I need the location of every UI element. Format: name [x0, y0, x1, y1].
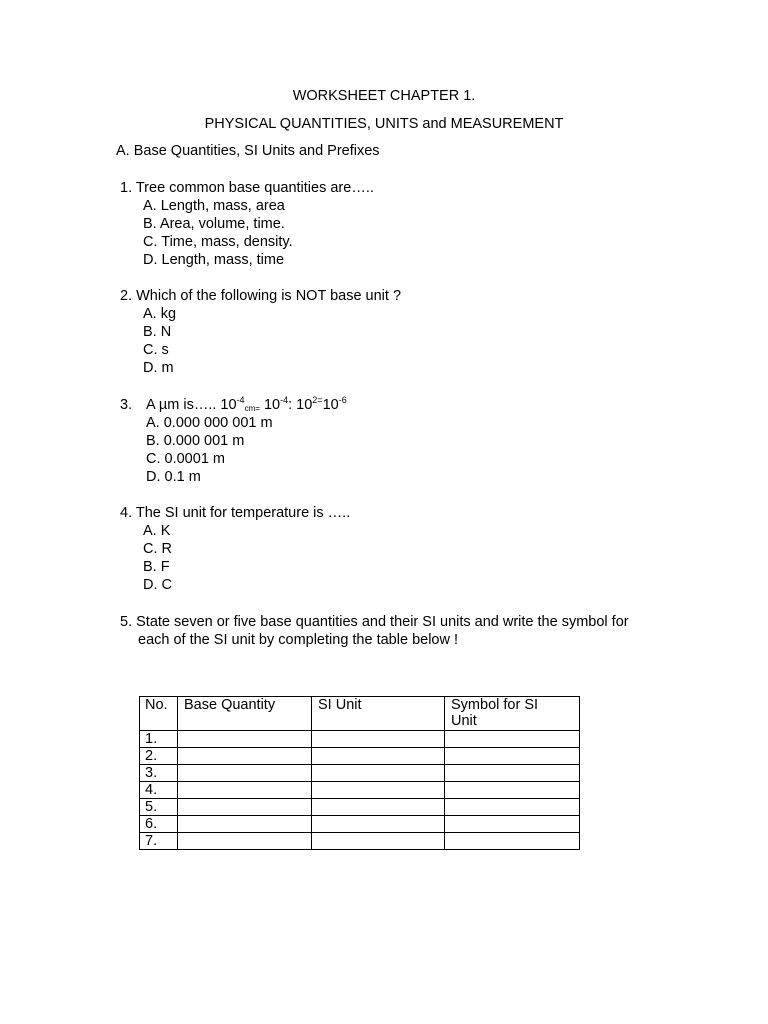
si-unit-cell[interactable]: [312, 731, 445, 748]
question-text-line-2: each of the SI unit by completing the table below !: [138, 632, 459, 648]
symbol-cell[interactable]: [445, 731, 580, 748]
base-quantity-cell[interactable]: [178, 799, 312, 816]
question-text: 2. Which of the following is NOT base unit ?: [120, 288, 402, 304]
option-a: A. kg: [143, 306, 177, 322]
question-part: : 10: [288, 397, 313, 413]
exponent: -4: [236, 395, 245, 405]
question-text-line-1: 5. State seven or five base quantities and their SI units and write the symbol for: [120, 614, 629, 630]
row-number: 1.: [140, 731, 178, 748]
symbol-cell[interactable]: [445, 799, 580, 816]
table-row: [140, 731, 580, 748]
option-b: B. Area, volume, time.: [143, 216, 285, 232]
question-number: 3.: [120, 397, 133, 413]
base-quantity-cell[interactable]: [178, 782, 312, 799]
table-header-row: [140, 697, 580, 731]
table-row: [140, 748, 580, 765]
option-c: C. 0.0001 m: [146, 451, 225, 467]
symbol-cell[interactable]: [445, 833, 580, 850]
option-1: A. K: [143, 523, 171, 539]
table-row: [140, 833, 580, 850]
base-quantity-cell[interactable]: [178, 731, 312, 748]
option-a: A. Length, mass, area: [143, 198, 285, 214]
header-si-unit: SI Unit: [312, 697, 445, 731]
base-quantity-cell[interactable]: [178, 748, 312, 765]
question-text: 4. The SI unit for temperature is …..: [120, 505, 351, 521]
si-unit-cell[interactable]: [312, 765, 445, 782]
option-d: D. Length, mass, time: [143, 252, 285, 268]
base-quantity-cell[interactable]: [178, 765, 312, 782]
row-number: 5.: [140, 799, 178, 816]
header-base-quantity: Base Quantity: [178, 697, 312, 731]
si-unit-cell[interactable]: [312, 799, 445, 816]
exponent: -6: [338, 395, 347, 405]
table-row: [140, 799, 580, 816]
symbol-cell[interactable]: [445, 765, 580, 782]
unit-subscript: cm=: [244, 404, 260, 413]
exponent: 2=: [312, 395, 323, 405]
option-d: D. 0.1 m: [146, 469, 201, 485]
si-unit-cell[interactable]: [312, 782, 445, 799]
row-number: 6.: [140, 816, 178, 833]
base-quantity-cell[interactable]: [178, 816, 312, 833]
question-part: 10: [259, 397, 281, 413]
base-quantity-cell[interactable]: [178, 833, 312, 850]
question-prefix: A µm is….. 10: [146, 397, 237, 413]
row-number: 7.: [140, 833, 178, 850]
table-row: [140, 765, 580, 782]
option-2: C. R: [143, 541, 172, 557]
question-text: 1. Tree common base quantities are…..: [120, 180, 374, 196]
option-b: B. 0.000 001 m: [146, 433, 245, 449]
page-subtitle: PHYSICAL QUANTITIES, UNITS and MEASUREMENT: [204, 116, 564, 132]
table-row: [140, 782, 580, 799]
header-no: No.: [140, 697, 178, 731]
si-unit-cell[interactable]: [312, 816, 445, 833]
option-b: B. N: [143, 324, 172, 340]
row-number: 3.: [140, 765, 178, 782]
symbol-cell[interactable]: [445, 816, 580, 833]
option-3: B. F: [143, 559, 170, 575]
si-units-table: [139, 696, 580, 850]
option-a: A. 0.000 000 001 m: [146, 415, 273, 431]
table-row: [140, 816, 580, 833]
row-number: 4.: [140, 782, 178, 799]
exponent: -4: [280, 395, 289, 405]
si-unit-cell[interactable]: [312, 748, 445, 765]
option-c: C. Time, mass, density.: [143, 234, 293, 250]
option-d: D. m: [143, 360, 174, 376]
page-title: WORKSHEET CHAPTER 1.: [292, 88, 476, 104]
option-4: D. C: [143, 577, 172, 593]
question-text: [146, 396, 347, 414]
header-symbol: Symbol for SI Unit: [445, 697, 580, 731]
row-number: 2.: [140, 748, 178, 765]
symbol-cell[interactable]: [445, 782, 580, 799]
section-heading: A. Base Quantities, SI Units and Prefixes: [116, 143, 380, 159]
option-c: C. s: [143, 342, 169, 358]
symbol-cell[interactable]: [445, 748, 580, 765]
si-unit-cell[interactable]: [312, 833, 445, 850]
question-part: 10: [322, 397, 339, 413]
